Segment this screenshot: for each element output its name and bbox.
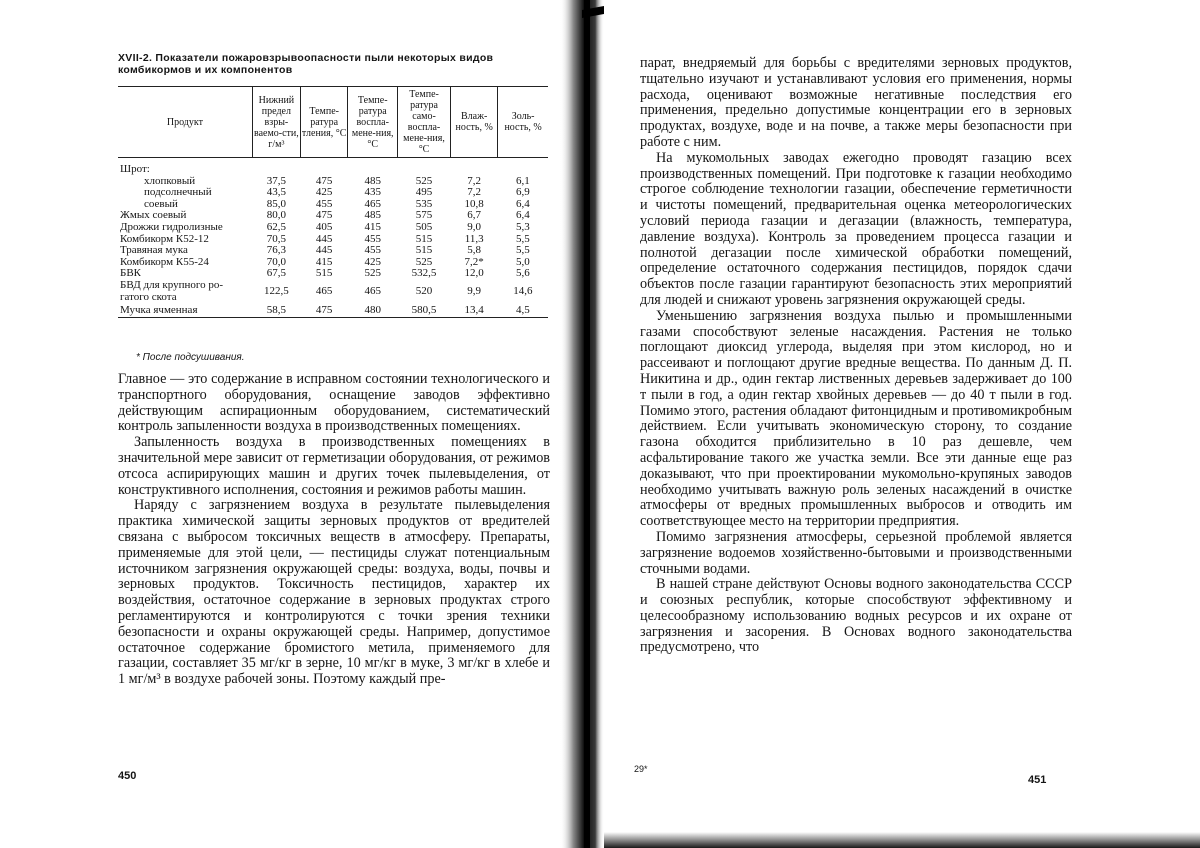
value-cell: 515 xyxy=(397,234,450,246)
group-label: Шрот: xyxy=(118,158,548,176)
value-cell: 495 xyxy=(397,187,450,199)
table-header-cell: Продукт xyxy=(118,87,252,158)
right-body-text xyxy=(640,56,1072,656)
value-cell: 445 xyxy=(300,234,348,246)
value-cell: 532,5 xyxy=(397,268,450,280)
signature-mark: 29* xyxy=(634,764,648,774)
value-cell: 415 xyxy=(348,222,398,234)
table-row xyxy=(118,303,548,317)
value-cell: 70,5 xyxy=(252,234,300,246)
value-cell: 6,1 xyxy=(498,176,548,188)
value-cell: 485 xyxy=(348,210,398,222)
value-cell: 14,6 xyxy=(498,280,548,303)
table-body xyxy=(118,158,548,318)
value-cell: 515 xyxy=(397,245,450,257)
value-cell: 6,9 xyxy=(498,187,548,199)
value-cell: 525 xyxy=(397,176,450,188)
value-cell: 435 xyxy=(348,187,398,199)
value-cell: 58,5 xyxy=(252,303,300,317)
table-header-cell: Золь-ность, % xyxy=(498,87,548,158)
table-row xyxy=(118,245,548,257)
value-cell: 455 xyxy=(348,245,398,257)
value-cell: 505 xyxy=(397,222,450,234)
product-cell: подсолнечный xyxy=(118,187,252,199)
paragraph: Помимо загрязнения атмосферы, серьезной проблемой является загрязнение водоемов хозяйственно-бытовыми и производственными сточными водами. xyxy=(640,530,1072,577)
table-caption: XVII-2. Показатели пожаровзрывоопасности пыли некоторых видов комбикормов и их компонентов xyxy=(118,52,548,76)
value-cell: 5,8 xyxy=(451,245,498,257)
value-cell: 415 xyxy=(300,257,348,269)
value-cell: 465 xyxy=(348,199,398,211)
value-cell: 122,5 xyxy=(252,280,300,303)
table-row xyxy=(118,222,548,234)
value-cell: 525 xyxy=(348,268,398,280)
product-cell: БВД для крупного ро-гатого скота xyxy=(118,280,252,303)
product-cell: соевый xyxy=(118,199,252,211)
value-cell: 535 xyxy=(397,199,450,211)
value-cell: 10,8 xyxy=(451,199,498,211)
paragraph: Главное — это содержание в исправном состоянии технологического и транспортного оборудования, оснащение заводов эффективно действующим аспирационным оборудованием, систематический контроль запыленности воздуха в производственных помещениях. xyxy=(118,372,550,435)
value-cell: 11,3 xyxy=(451,234,498,246)
book-binding-shadow xyxy=(560,0,604,848)
value-cell: 475 xyxy=(300,303,348,317)
table-header-cell: Нижний предел взры-ваемо-сти, г/м³ xyxy=(252,87,300,158)
product-cell: Дрожжи гидролизные xyxy=(118,222,252,234)
value-cell: 76,3 xyxy=(252,245,300,257)
value-cell: 455 xyxy=(348,234,398,246)
table-header-cell: Темпе-ратура само-воспла-мене-ния, °C xyxy=(397,87,450,158)
value-cell: 5,3 xyxy=(498,222,548,234)
value-cell: 475 xyxy=(300,176,348,188)
value-cell: 405 xyxy=(300,222,348,234)
table-header-cell: Темпе-ратура воспла-мене-ния, °C xyxy=(348,87,398,158)
page-number: 451 xyxy=(1028,774,1046,786)
value-cell: 520 xyxy=(397,280,450,303)
value-cell: 425 xyxy=(348,257,398,269)
left-page xyxy=(0,0,578,848)
value-cell: 515 xyxy=(300,268,348,280)
data-table xyxy=(118,86,548,318)
product-cell: хлопковый xyxy=(118,176,252,188)
table-row xyxy=(118,280,548,303)
value-cell: 525 xyxy=(397,257,450,269)
value-cell: 485 xyxy=(348,176,398,188)
paragraph: парат, внедряемый для борьбы с вредителями зерновых продуктов, тщательно изучают и устанавливают условия его применения, нормы расхода, оценивают возможные негативные последствия его применения, предельно допустимые концентрации его в зерновых продуктах, воздухе, воде и на почве, а также меры безопасности при работе с ним. xyxy=(640,56,1072,151)
product-cell: Травяная мука xyxy=(118,245,252,257)
value-cell: 7,2* xyxy=(451,257,498,269)
table-header-cell: Темпе-ратура тления, °C xyxy=(300,87,348,158)
value-cell: 70,0 xyxy=(252,257,300,269)
value-cell: 4,5 xyxy=(498,303,548,317)
value-cell: 37,5 xyxy=(252,176,300,188)
value-cell: 5,0 xyxy=(498,257,548,269)
value-cell: 43,5 xyxy=(252,187,300,199)
left-body-text xyxy=(118,372,550,688)
right-page xyxy=(600,0,1200,848)
value-cell: 80,0 xyxy=(252,210,300,222)
value-cell: 575 xyxy=(397,210,450,222)
value-cell: 85,0 xyxy=(252,199,300,211)
paragraph: Наряду с загрязнением воздуха в результате пылевыделения практика химической защиты зерновых продуктов от вредителей связана с выбросом токсичных веществ в атмосферу. Препараты, применяемые для этой цели, — пестициды служат потенциальным источником загрязнения окружающей среды: воздуха, воды, почвы и зерновых продуктов. Токсичность пестицидов, характер их воздействия, остаточное содержание в зерновых продуктах строго регламентируются и контролируются с точки зрения техники безопасности и охраны окружающей среды. Например, допустимое остаточное содержание бромистого метила, применяемого для газации, составляет 35 мг/кг в зерне, 10 мг/кг в муке, 3 мг/кг в хлебе и 1 мг/м³ в воздухе рабочей зоны. Поэтому каждый пре- xyxy=(118,498,550,688)
product-cell: Комбикорм К52-12 xyxy=(118,234,252,246)
value-cell: 67,5 xyxy=(252,268,300,280)
paragraph: На мукомольных заводах ежегодно проводят газацию всех производственных помещений. При подготовке к газации необходимо строгое соблюдение технологии газации, обеспечение герметичности и чистоты помещений, предварительная оценка метеорологических условий периода газации и дегазации (влажность, температура, давление воздуха). Контроль за проведением процесса газации и полнотой дегазации после химической обработки помещений, определение остаточного содержания пестицидов, порядок сдачи объектов после газации гарантируют безопасность этих мероприятий для людей и снижают уровень загрязнения окружающей среды. xyxy=(640,151,1072,309)
value-cell: 455 xyxy=(300,199,348,211)
value-cell: 5,5 xyxy=(498,245,548,257)
value-cell: 12,0 xyxy=(451,268,498,280)
value-cell: 445 xyxy=(300,245,348,257)
value-cell: 9,9 xyxy=(451,280,498,303)
value-cell: 580,5 xyxy=(397,303,450,317)
value-cell: 6,7 xyxy=(451,210,498,222)
paragraph: В нашей стране действуют Основы водного законодательства СССР и союзных республик, которые способствуют эффективному и целесообразному использованию водных ресурсов и их охране от загрязнения и засорения. В Основах водного законодательства предусмотрено, что xyxy=(640,577,1072,656)
value-cell: 475 xyxy=(300,210,348,222)
value-cell: 5,6 xyxy=(498,268,548,280)
value-cell: 7,2 xyxy=(451,187,498,199)
value-cell: 465 xyxy=(300,280,348,303)
product-cell: БВК xyxy=(118,268,252,280)
value-cell: 7,2 xyxy=(451,176,498,188)
value-cell: 9,0 xyxy=(451,222,498,234)
paragraph: Запыленность воздуха в производственных помещениях в значительной мере зависит от герметизации оборудования, от режимов отсоса аспирирующих машин и других точек пылевыделения, от конструктивного исполнения, состояния и режимов работы машин. xyxy=(118,435,550,498)
value-cell: 62,5 xyxy=(252,222,300,234)
value-cell: 465 xyxy=(348,280,398,303)
value-cell: 480 xyxy=(348,303,398,317)
product-cell: Жмых соевый xyxy=(118,210,252,222)
page-number: 450 xyxy=(118,770,136,782)
value-cell: 6,4 xyxy=(498,199,548,211)
product-cell: Комбикорм К55-24 xyxy=(118,257,252,269)
value-cell: 425 xyxy=(300,187,348,199)
value-cell: 6,4 xyxy=(498,210,548,222)
value-cell: 5,5 xyxy=(498,234,548,246)
value-cell: 13,4 xyxy=(451,303,498,317)
table-header-cell: Влаж-ность, % xyxy=(451,87,498,158)
paragraph: Уменьшению загрязнения воздуха пылью и промышленными газами способствуют зеленые насаждения. Растения не только поглощают диоксид углерода, выделяя при этом кислород, но и рассеивают и поглощают другие вредные вещества. По данным Д. П. Никитина и др., один гектар лиственных деревьев задерживает до 100 т пыли в год, а один гектар хвойных деревьев — до 40 т пыли в год. Помимо этого, растения обладают фитонцидным и противомикробным действием. Если учитывать экономическую сторону, то создание газона обходится приблизительно в 10 раз дешевле, чем асфальтирование такого же участка земли. Все эти данные еще раз доказывают, что при проектировании мукомольно-крупяных заводов необходимо учитывать важную роль зеленых насаждений в очистке атмосферы от вредных промышленных выбросов и отводить им соответствующее место на территории предприятия. xyxy=(640,309,1072,530)
product-cell: Мучка ячменная xyxy=(118,303,252,317)
table-group-row xyxy=(118,158,548,176)
table-footnote: * После подсушивания. xyxy=(136,352,245,363)
table-header-row xyxy=(118,87,548,158)
